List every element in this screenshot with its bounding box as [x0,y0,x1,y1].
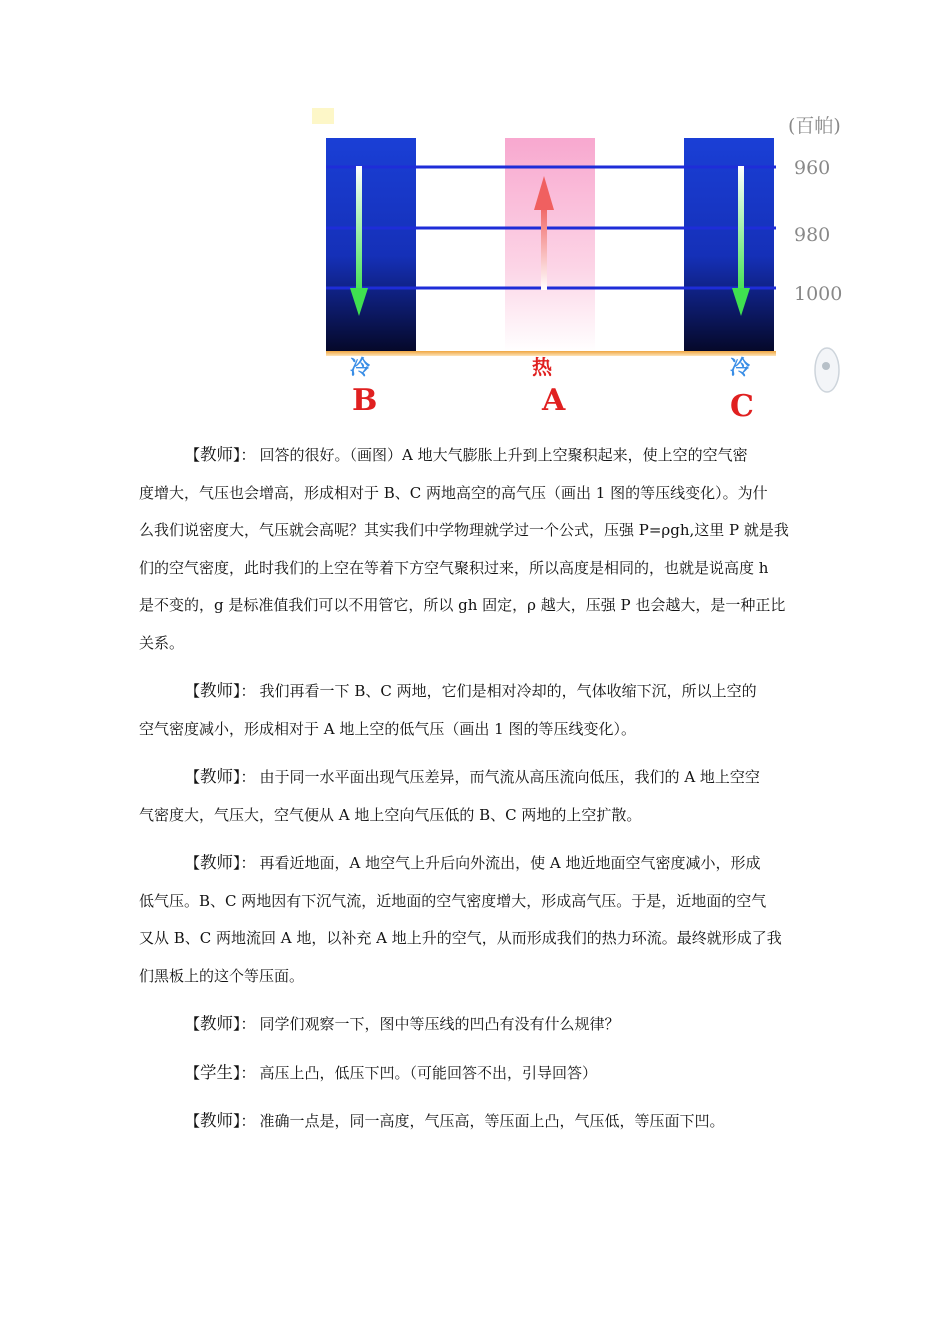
speaker-colon: ： [240,446,256,464]
bracket-close: 】 [233,1112,241,1130]
temp-label-b: 冷 [350,355,370,379]
temp-label-a: 热 [532,355,552,379]
dialogue-line [139,844,819,883]
speaker-role: 教师 [200,1014,234,1033]
dialogue-line [139,512,819,550]
line-text: 关系。 [139,633,185,652]
dialogue-line [139,436,819,475]
line-text: 同学们观察一下，图中等压线的凹凸有没有什么规律？ [259,1015,620,1033]
bracket-close: 】 [233,1015,241,1033]
column-c [684,138,774,352]
location-label-a: A [542,383,566,418]
speaker-role: 教师 [200,853,234,872]
line-text: 们黑板上的这个等压面。 [139,966,305,985]
bracket-close: 】 [233,1063,241,1082]
speaker-colon: ： [240,768,256,786]
bracket-open: 【 [185,446,201,464]
dialogue-line [139,958,819,996]
speaker-colon: ： [240,854,256,872]
bracket-open: 【 [185,682,201,700]
dialogue-paragraph [139,758,819,834]
line-text: 是不变的，g 是标准值我们可以不用管它，所以 gh 固定，ρ 越大，压强 P 也会越大，是一种正比 [139,596,786,614]
speaker-colon: ： [240,1112,256,1130]
line-text: 们的空气密度，此时我们的上空在等着下方空气聚积过来，所以高度是相同的，也就是说高度 h [139,558,769,577]
dialogue-line [139,758,819,797]
dialogue-text [139,436,819,1141]
dialogue-line [139,550,819,588]
location-label-b: B [352,383,378,418]
line-text: 再看近地面，A 地空气上升后向外流出，使 A 地近地面空气密度减小，形成 [259,854,761,872]
bracket-close: 】 [233,446,241,464]
dialogue-line [139,475,819,513]
pressure-label-960: 960 [794,157,831,179]
dialogue-line [139,883,819,921]
column-b [326,138,416,352]
dialogue-paragraph [139,844,819,995]
dialogue-line [139,587,819,625]
dialogue-line [139,1005,819,1044]
column-a [505,138,595,352]
line-text: 度增大，气压也会增高，形成相对于 B、C 两地高空的高气压（画出 1 图的等压线变化）。为什 [139,483,768,502]
line-text: 我们再看一下 B、C 两地，它们是相对冷却的，气体收缩下沉，所以上空的 [259,682,757,700]
bracket-open: 【 [185,1063,201,1082]
pressure-label-980: 980 [794,224,831,246]
line-text: 又从 B、C 两地流回 A 地，以补充 A 地上升的空气，从而形成我们的热力环流。最终就形成了我 [139,929,782,947]
speaker-role: 学生 [200,1062,234,1082]
bracket-open: 【 [185,854,201,872]
dialogue-line [139,920,819,958]
thermal-circulation-figure [312,108,867,430]
speaker-role: 教师 [200,681,234,700]
bracket-open: 【 [185,1112,201,1130]
speaker-role: 教师 [200,445,234,464]
decorative-figure-icon [815,348,839,392]
bracket-close: 】 [233,768,241,786]
speaker-colon: ： [240,1063,256,1082]
line-text: 低气压。B、C 两地因有下沉气流，近地面的空气密度增大，形成高气压。于是，近地面的空气 [139,891,767,910]
speaker-role: 教师 [200,1111,234,1130]
line-text: 由于同一水平面出现气压差异，而气流从高压流向低压，我们的 A 地上空空 [259,768,760,786]
location-label-c: C [730,389,754,424]
line-text: 准确一点是，同一高度，气压高，等压面上凸，气压低，等压面下凹。 [259,1112,725,1130]
dialogue-paragraph [139,1054,819,1093]
dialogue-line [139,711,819,749]
temp-label-c: 冷 [730,355,750,379]
bracket-close: 】 [233,854,241,872]
line-text: 么我们说密度大，气压就会高呢？其实我们中学物理就学过一个公式，压强 P=ρgh,这里 P 就是我 [139,521,789,539]
dialogue-line [139,672,819,711]
dialogue-line [139,1102,819,1141]
unit-label: (百帕) [788,115,841,137]
dialogue-line [139,797,819,835]
dialogue-paragraph [139,672,819,748]
line-text: 气密度大，气压大，空气便从 A 地上空向气压低的 B、C 两地的上空扩散。 [139,805,642,824]
pressure-label-1000: 1000 [794,283,843,305]
bracket-open: 【 [185,768,201,786]
speaker-role: 教师 [200,767,234,786]
speaker-colon: ： [240,682,256,700]
dialogue-paragraph [139,1102,819,1141]
corner-highlight [312,108,334,124]
dialogue-line [139,1054,819,1093]
bracket-close: 】 [233,682,241,700]
line-text: 高压上凸，低压下凹。（可能回答不出，引导回答） [259,1063,598,1082]
line-text: 回答的很好。（画图）A 地大气膨胀上升到上空聚积起来，使上空的空气密 [259,446,748,464]
dialogue-line [139,625,819,663]
dialogue-paragraph [139,1005,819,1044]
figure-svg [312,108,867,430]
dialogue-paragraph [139,436,819,662]
bracket-open: 【 [185,1015,201,1033]
line-text: 空气密度减小，形成相对于 A 地上空的低气压（画出 1 图的等压线变化）。 [139,719,636,738]
speaker-colon: ： [240,1015,256,1033]
